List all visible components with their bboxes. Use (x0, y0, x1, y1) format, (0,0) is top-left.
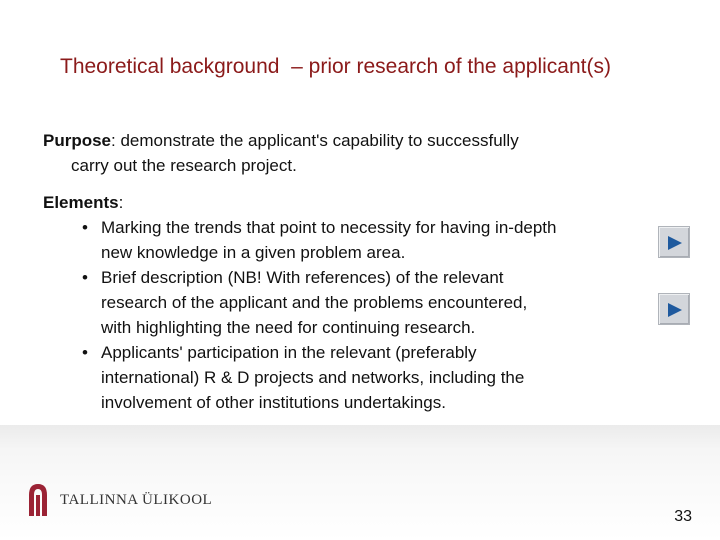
footer-band (0, 425, 720, 540)
play-button[interactable] (658, 226, 690, 258)
elements-colon: : (118, 193, 124, 212)
purpose-paragraph (43, 128, 643, 153)
elements-list (43, 215, 643, 415)
list-item-line: Brief description (NB! With references) of the relevant (101, 268, 504, 287)
list-item-line: research of the applicant and the problems encountered, (101, 293, 528, 312)
list-item-line: Marking the trends that point to necessity for having in-depth (101, 218, 557, 237)
list-item (43, 265, 643, 340)
play-icon (666, 301, 684, 319)
play-button[interactable] (658, 293, 690, 325)
purpose-text-line2: carry out the research project. (71, 156, 297, 175)
list-item-line: with highlighting the need for continuing research. (101, 318, 476, 337)
list-item-line: involvement of other institutions undertakings. (101, 393, 446, 412)
list-item-line: new knowledge in a given problem area. (101, 243, 406, 262)
bullet-icon: • (82, 268, 88, 287)
list-item (43, 340, 643, 415)
university-logo-icon (26, 481, 50, 517)
list-item-line: Applicants' participation in the relevant (preferably (101, 343, 477, 362)
slide-body (43, 128, 643, 415)
list-item-line: international) R & D projects and networks, including the (101, 368, 525, 387)
purpose-text-line1: : demonstrate the applicant's capability to successfully (111, 131, 519, 150)
play-icon (666, 234, 684, 252)
bullet-icon: • (82, 218, 88, 237)
elements-heading (43, 190, 643, 215)
bullet-icon: • (82, 343, 88, 362)
purpose-label: Purpose (43, 131, 112, 150)
list-item (43, 215, 643, 265)
slide-title: Theoretical background – prior research of the applicant(s) (60, 55, 611, 78)
page-number: 33 (674, 508, 692, 525)
elements-label: Elements (43, 193, 119, 212)
university-name: TALLINNA ÜLIKOOL (60, 492, 213, 508)
